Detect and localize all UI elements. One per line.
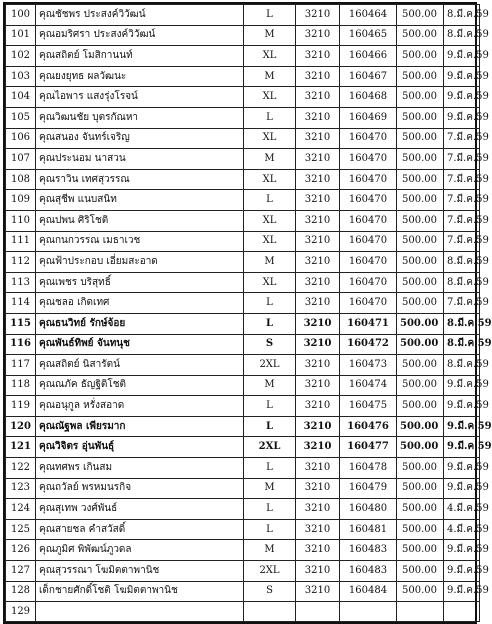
table-row (6, 334, 480, 355)
cell-amount: 500.00 (397, 46, 444, 67)
cell-size: M (244, 66, 296, 87)
cell-no: 103 (6, 66, 36, 87)
cell-code: 3210 (296, 87, 340, 108)
cell-no: 118 (6, 375, 36, 396)
cell-no: 112 (6, 252, 36, 273)
cell-date: 7.มี.ค.59 (444, 149, 480, 170)
cell-code: 3210 (296, 499, 340, 520)
cell-code: 3210 (296, 355, 340, 376)
cell-size: L (244, 293, 296, 314)
cell-code: 3210 (296, 190, 340, 211)
cell-amount: 500.00 (397, 396, 444, 417)
cell-size: L (244, 190, 296, 211)
cell-code: 3210 (296, 149, 340, 170)
cell-name: คุณสถิตย์ โมสิกานนท์ (36, 46, 244, 67)
cell-receipt: 160470 (340, 231, 397, 252)
cell-date: 9.มี.ค.59 (444, 581, 480, 602)
cell-amount: 500.00 (397, 210, 444, 231)
cell-receipt: 160471 (340, 313, 397, 334)
cell-size: XL (244, 87, 296, 108)
cell-code: 3210 (296, 128, 340, 149)
cell-amount: 500.00 (397, 375, 444, 396)
cell-amount: 500.00 (397, 313, 444, 334)
cell-no: 129 (6, 602, 36, 622)
cell-name: คุณวิฒนชัย บุตรกัณหา (36, 107, 244, 128)
cell-receipt: 160476 (340, 416, 397, 437)
cell-size: XL (244, 46, 296, 67)
cell-receipt: 160470 (340, 210, 397, 231)
table-row (6, 5, 480, 26)
cell-date: 9.มี.ค.59 (444, 107, 480, 128)
cell-no: 126 (6, 540, 36, 561)
table-row (6, 437, 480, 458)
cell-no: 111 (6, 231, 36, 252)
table-row (6, 458, 480, 479)
table-row (6, 107, 480, 128)
cell-code: 3210 (296, 396, 340, 417)
cell-amount: 500.00 (397, 107, 444, 128)
cell-date: 9.มี.ค.59 (444, 458, 480, 479)
cell-receipt: 160467 (340, 66, 397, 87)
cell-code: 3210 (296, 5, 340, 26)
table-row (6, 313, 480, 334)
table-row (6, 272, 480, 293)
cell-receipt: 160483 (340, 540, 397, 561)
cell-no: 122 (6, 458, 36, 479)
cell-date: 9.มี.ค.59 (444, 46, 480, 67)
table-row (6, 210, 480, 231)
table-row-empty (6, 602, 480, 622)
cell-size: M (244, 149, 296, 170)
cell-receipt: 160477 (340, 437, 397, 458)
cell-no: 120 (6, 416, 36, 437)
cell-no: 121 (6, 437, 36, 458)
cell-amount: 500.00 (397, 499, 444, 520)
cell-receipt: 160481 (340, 519, 397, 540)
cell-no: 127 (6, 561, 36, 582)
cell-receipt: 160483 (340, 561, 397, 582)
cell-name: คุณสายชล คำสวัสดิ์ (36, 519, 244, 540)
table-row (6, 519, 480, 540)
cell-name: คุณประนอม นาสวน (36, 149, 244, 170)
cell-amount: 500.00 (397, 458, 444, 479)
cell-date: 8.มี.ค.59 (444, 355, 480, 376)
cell-receipt: 160484 (340, 581, 397, 602)
cell-name: เด็กชายศักดิ์โชติ โฆมิตตาพานิช (36, 581, 244, 602)
cell-name: คุณสุวรรณา โฆมิตตาพานิช (36, 561, 244, 582)
cell-name: คุณยงยุทธ ผลวัฒนะ (36, 66, 244, 87)
cell-no: 102 (6, 46, 36, 67)
cell-code: 3210 (296, 519, 340, 540)
cell-date: 8.มี.ค.59 (444, 313, 480, 334)
cell-no: 100 (6, 5, 36, 26)
cell-name: คุณเพชร บริสุทธิ์ (36, 272, 244, 293)
cell-receipt (340, 602, 397, 622)
cell-receipt: 160464 (340, 5, 397, 26)
cell-name: คุณณัฐพล เพียรมาก (36, 416, 244, 437)
cell-amount: 500.00 (397, 66, 444, 87)
cell-amount: 500.00 (397, 334, 444, 355)
cell-size: M (244, 25, 296, 46)
cell-amount: 500.00 (397, 272, 444, 293)
cell-name: คุณทศพร เกินสม (36, 458, 244, 479)
cell-code: 3210 (296, 252, 340, 273)
cell-code: 3210 (296, 169, 340, 190)
cell-amount: 500.00 (397, 231, 444, 252)
cell-amount: 500.00 (397, 252, 444, 273)
cell-size: M (244, 540, 296, 561)
table-row (6, 355, 480, 376)
cell-code: 3210 (296, 66, 340, 87)
cell-receipt: 160470 (340, 252, 397, 273)
cell-code: 3210 (296, 25, 340, 46)
cell-name: คุณราวิน เทศสุวรรณ (36, 169, 244, 190)
cell-size: M (244, 375, 296, 396)
cell-name: คุณอมริศรา ประสงค์วิวัฒน์ (36, 25, 244, 46)
cell-name (36, 602, 244, 622)
table-row (6, 25, 480, 46)
cell-date: 9.มี.ค.59 (444, 437, 480, 458)
cell-no: 119 (6, 396, 36, 417)
cell-size: M (244, 252, 296, 273)
cell-size: 2XL (244, 561, 296, 582)
table-row (6, 169, 480, 190)
cell-date: 9.มี.ค.59 (444, 540, 480, 561)
cell-date: 7.มี.ค.59 (444, 190, 480, 211)
cell-amount: 500.00 (397, 87, 444, 108)
cell-name: คุณไอพาร แสงรุ่งโรจน์ (36, 87, 244, 108)
cell-receipt: 160470 (340, 149, 397, 170)
cell-amount: 500.00 (397, 540, 444, 561)
cell-size: L (244, 499, 296, 520)
table-row (6, 561, 480, 582)
cell-no: 124 (6, 499, 36, 520)
cell-date: 7.มี.ค.59 (444, 293, 480, 314)
cell-name: คุณสุชีพ แนบสนิท (36, 190, 244, 211)
cell-code: 3210 (296, 107, 340, 128)
cell-receipt: 160472 (340, 334, 397, 355)
cell-date: 7.มี.ค.59 (444, 169, 480, 190)
table-row (6, 540, 480, 561)
cell-date: 9.มี.ค.59 (444, 416, 480, 437)
cell-no: 115 (6, 313, 36, 334)
cell-name: คุณสนอง จันทร์เจริญ (36, 128, 244, 149)
cell-size: L (244, 458, 296, 479)
cell-size: L (244, 313, 296, 334)
cell-date: 9.มี.ค.59 (444, 478, 480, 499)
table-row (6, 87, 480, 108)
cell-no: 104 (6, 87, 36, 108)
cell-date: 7.มี.ค.59 (444, 210, 480, 231)
cell-code: 3210 (296, 210, 340, 231)
cell-name: คุณณภัค ธัญฐิติโชติ (36, 375, 244, 396)
cell-size: 2XL (244, 355, 296, 376)
table-row (6, 252, 480, 273)
cell-code: 3210 (296, 416, 340, 437)
table-row (6, 293, 480, 314)
cell-size: L (244, 416, 296, 437)
cell-code: 3210 (296, 375, 340, 396)
table-row (6, 128, 480, 149)
cell-date: 9.มี.ค.59 (444, 561, 480, 582)
table-body (6, 5, 492, 622)
cell-size (244, 602, 296, 622)
cell-name: คุณธนวิทย์ รักษ์จ้อย (36, 313, 244, 334)
cell-size: S (244, 581, 296, 602)
registration-table (5, 4, 492, 622)
cell-code: 3210 (296, 46, 340, 67)
cell-size: XL (244, 169, 296, 190)
cell-size: S (244, 334, 296, 355)
cell-code: 3210 (296, 334, 340, 355)
cell-size: XL (244, 128, 296, 149)
cell-size: XL (244, 231, 296, 252)
cell-name: คุณฟ้าประกอบ เอี่ยมสะอาด (36, 252, 244, 273)
cell-date: 9.มี.ค.59 (444, 396, 480, 417)
cell-no: 113 (6, 272, 36, 293)
table-row (6, 478, 480, 499)
cell-date: 8.มี.ค.59 (444, 334, 480, 355)
cell-receipt: 160479 (340, 478, 397, 499)
cell-name: คุณชลอ เกิดเทศ (36, 293, 244, 314)
cell-code: 3210 (296, 581, 340, 602)
cell-receipt: 160466 (340, 46, 397, 67)
table-row (6, 46, 480, 67)
cell-no: 101 (6, 25, 36, 46)
cell-receipt: 160475 (340, 396, 397, 417)
cell-size: 2XL (244, 437, 296, 458)
cell-name: คุณพันธ์ทิพย์ จันทนุช (36, 334, 244, 355)
cell-name: คุณอนุกูล หรั่งสอาด (36, 396, 244, 417)
cell-name: คุณถวัลย์ พรหมนรกิจ (36, 478, 244, 499)
table-row (6, 499, 480, 520)
cell-code: 3210 (296, 458, 340, 479)
cell-code: 3210 (296, 313, 340, 334)
cell-name: คุณชัชพร ประสงค์วิวัฒน์ (36, 5, 244, 26)
cell-name: คุณสุเทพ วงศ์พันธ์ (36, 499, 244, 520)
cell-date: 4.มี.ค.59 (444, 499, 480, 520)
table-row (6, 231, 480, 252)
cell-name: คุณสถิตย์ นิสารัตน์ (36, 355, 244, 376)
cell-name: คุณภูมิศ พิพัฒน์ภูวดล (36, 540, 244, 561)
cell-no: 125 (6, 519, 36, 540)
cell-no: 116 (6, 334, 36, 355)
cell-code: 3210 (296, 272, 340, 293)
cell-code: 3210 (296, 293, 340, 314)
cell-receipt: 160474 (340, 375, 397, 396)
cell-amount: 500.00 (397, 190, 444, 211)
cell-size: XL (244, 210, 296, 231)
cell-no: 110 (6, 210, 36, 231)
cell-receipt: 160478 (340, 458, 397, 479)
cell-receipt: 160470 (340, 128, 397, 149)
table-row (6, 149, 480, 170)
cell-amount: 500.00 (397, 519, 444, 540)
cell-no: 123 (6, 478, 36, 499)
cell-no: 109 (6, 190, 36, 211)
cell-amount: 500.00 (397, 149, 444, 170)
cell-amount: 500.00 (397, 437, 444, 458)
cell-amount: 500.00 (397, 293, 444, 314)
cell-date (444, 602, 480, 622)
cell-date: 4.มี.ค.59 (444, 519, 480, 540)
cell-amount: 500.00 (397, 581, 444, 602)
table-row (6, 375, 480, 396)
cell-amount: 500.00 (397, 128, 444, 149)
cell-amount: 500.00 (397, 355, 444, 376)
cell-receipt: 160468 (340, 87, 397, 108)
cell-no: 107 (6, 149, 36, 170)
cell-receipt: 160470 (340, 190, 397, 211)
cell-date: 8.มี.ค.59 (444, 25, 480, 46)
cell-size: M (244, 478, 296, 499)
cell-code: 3210 (296, 437, 340, 458)
cell-amount: 500.00 (397, 561, 444, 582)
table-row (6, 416, 480, 437)
cell-receipt: 160480 (340, 499, 397, 520)
cell-date: 8.มี.ค.59 (444, 272, 480, 293)
cell-no: 114 (6, 293, 36, 314)
cell-receipt: 160473 (340, 355, 397, 376)
cell-amount: 500.00 (397, 5, 444, 26)
cell-date: 9.มี.ค.59 (444, 375, 480, 396)
cell-no: 105 (6, 107, 36, 128)
cell-name: คุณกนกวรรณ เมธาเวช (36, 231, 244, 252)
cell-receipt: 160470 (340, 293, 397, 314)
table-row (6, 396, 480, 417)
cell-no: 106 (6, 128, 36, 149)
cell-size: XL (244, 272, 296, 293)
cell-date: 7.มี.ค.59 (444, 128, 480, 149)
cell-name: คุณวิจิตร อุ่นพันธุ์ (36, 437, 244, 458)
cell-date: 8.มี.ค.59 (444, 5, 480, 26)
cell-code: 3210 (296, 540, 340, 561)
cell-code: 3210 (296, 561, 340, 582)
cell-amount: 500.00 (397, 478, 444, 499)
table-row (6, 190, 480, 211)
cell-name: คุณปพน ศิริโชติ (36, 210, 244, 231)
registration-sheet (3, 2, 492, 624)
cell-size: L (244, 107, 296, 128)
table-row (6, 66, 480, 87)
cell-code: 3210 (296, 478, 340, 499)
cell-date: 8.มี.ค.59 (444, 252, 480, 273)
cell-date: 7.มี.ค.59 (444, 231, 480, 252)
table-row (6, 581, 480, 602)
cell-no: 117 (6, 355, 36, 376)
cell-date: 9.มี.ค.59 (444, 87, 480, 108)
cell-amount (397, 602, 444, 622)
cell-date: 9.มี.ค.59 (444, 66, 480, 87)
cell-code: 3210 (296, 231, 340, 252)
cell-size: L (244, 519, 296, 540)
cell-receipt: 160465 (340, 25, 397, 46)
cell-amount: 500.00 (397, 169, 444, 190)
cell-receipt: 160470 (340, 169, 397, 190)
cell-size: L (244, 396, 296, 417)
cell-amount: 500.00 (397, 416, 444, 437)
cell-no: 108 (6, 169, 36, 190)
cell-amount: 500.00 (397, 25, 444, 46)
cell-no: 128 (6, 581, 36, 602)
cell-code (296, 602, 340, 622)
cell-size: L (244, 5, 296, 26)
cell-receipt: 160470 (340, 272, 397, 293)
cell-receipt: 160469 (340, 107, 397, 128)
